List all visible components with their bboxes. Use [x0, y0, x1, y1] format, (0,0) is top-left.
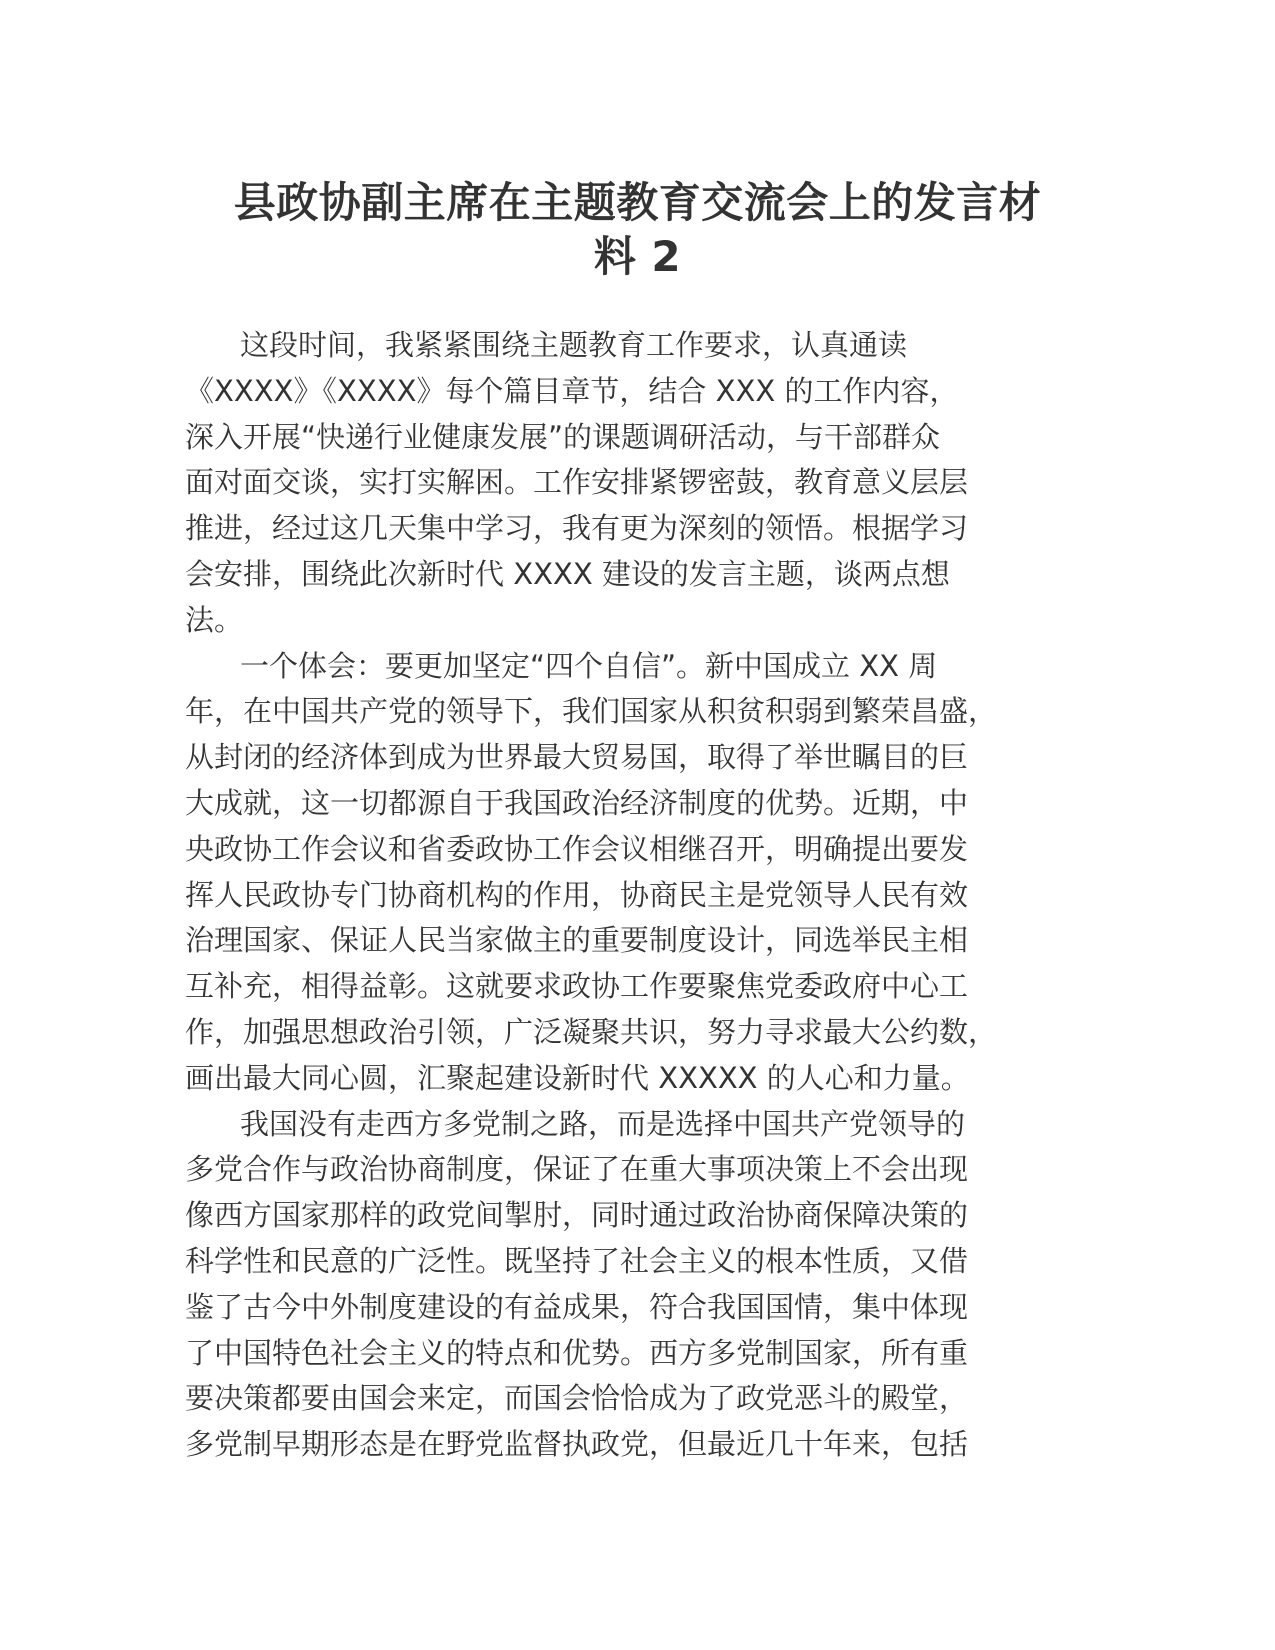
paragraph-line: 科学性和民意的广泛性。既坚持了社会主义的根本性质，又借: [185, 1243, 969, 1278]
paragraph-line: 要决策都要由国会来定，而国会恰恰成为了政党恶斗的殿堂，: [185, 1381, 969, 1416]
paragraph-line: 鉴了古今中外制度建设的有益成果，符合我国国情，集中体现: [185, 1289, 969, 1324]
paragraph-line: 会安排，围绕此次新时代 XXXX 建设的发言主题，谈两点想: [185, 556, 950, 591]
title-line: 县政协副主席在主题教育交流会上的发言材: [233, 178, 1042, 227]
paragraph-line: 多党制早期形态是在野党监督执政党，但最近几十年来，包括: [185, 1427, 969, 1462]
paragraph-line: 央政协工作会议和省委政协工作会议相继召开，明确提出要发: [185, 831, 969, 866]
paragraph-line: 从封闭的经济体到成为世界最大贸易国，取得了举世瞩目的巨: [185, 740, 969, 775]
paragraph-line: 互补充，相得益彰。这就要求政协工作要聚焦党委政府中心工: [185, 969, 969, 1004]
paragraph-line: 深入开展“快递行业健康发展”的课题调研活动，与干部群众: [185, 419, 941, 454]
paragraph-line: 治理国家、保证人民当家做主的重要制度设计，同选举民主相: [185, 923, 969, 958]
paragraph-line: 挥人民政协专门协商机构的作用，协商民主是党领导人民有效: [185, 877, 969, 912]
paragraph: [185, 323, 1115, 644]
paragraph-line: 推进，经过这几天集中学习，我有更为深刻的领悟。根据学习: [185, 511, 969, 546]
document-body: [185, 323, 1115, 1468]
paragraph: [185, 644, 1115, 1102]
paragraph-line: 法。: [185, 602, 244, 637]
paragraph-line: 多党合作与政治协商制度，保证了在重大事项决策上不会出现: [185, 1152, 969, 1187]
paragraph-line: 年，在中国共产党的领导下，我们国家从积贫积弱到繁荣昌盛，: [185, 694, 998, 729]
paragraph-line: 作，加强思想政治引领，广泛凝聚共识，努力寻求最大公约数，: [185, 1014, 998, 1049]
paragraph-line: 《XXXX》《XXXX》每个篇目章节，结合 XXX 的工作内容，: [185, 373, 959, 408]
paragraph-line: 我国没有走西方多党制之路，而是选择中国共产党领导的: [240, 1106, 966, 1141]
paragraph-line: 面对面交谈，实打实解困。工作安排紧锣密鼓，教育意义层层: [185, 465, 969, 500]
paragraph-line: 大成就，这一切都源自于我国政治经济制度的优势。近期，中: [185, 785, 969, 820]
paragraph-line: 了中国特色社会主义的特点和优势。西方多党制国家，所有重: [185, 1335, 969, 1370]
document-title: [170, 176, 1105, 284]
paragraph: [185, 1102, 1115, 1468]
paragraph-line: 像西方国家那样的政党间掣肘，同时通过政治协商保障决策的: [185, 1198, 969, 1233]
paragraph-line: 这段时间，我紧紧围绕主题教育工作要求，认真通读: [240, 328, 908, 362]
paragraph-line: 画出最大同心圆，汇聚起建设新时代 XXXXX 的人心和力量。: [185, 1060, 970, 1095]
paragraph-line: 一个体会：要更加坚定“四个自信”。新中国成立 XX 周: [240, 648, 938, 683]
title-line: 料 2: [593, 232, 682, 281]
